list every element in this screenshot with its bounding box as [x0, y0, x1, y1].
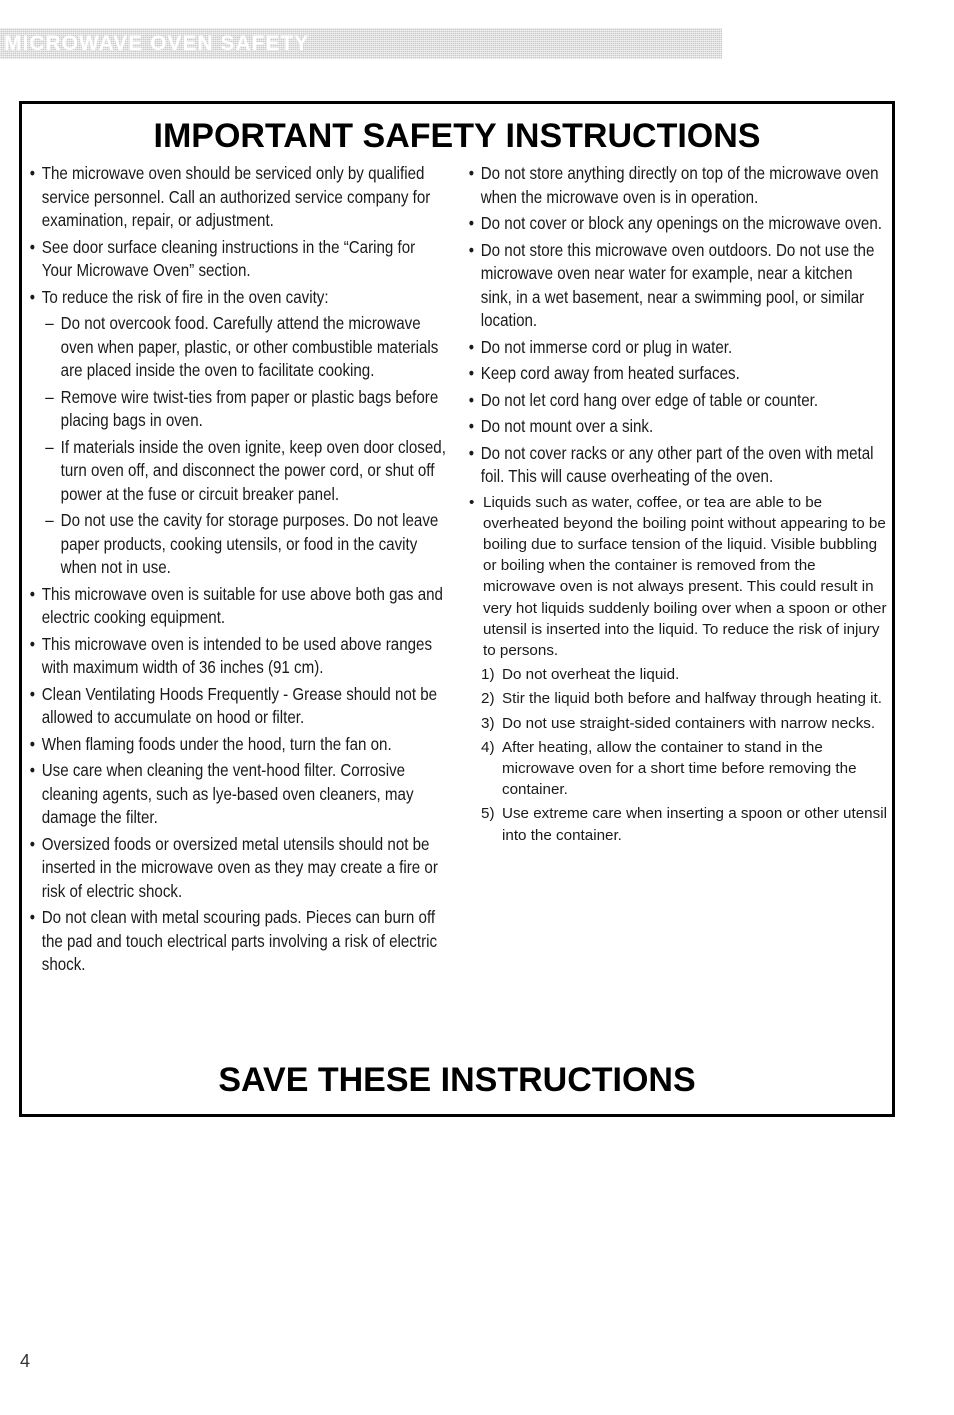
liquids-warning: • Liquids such as water, coffee, or tea are able to be overheated beyond the boiling point without appearing to be boiling due to surface tension of the liquid. Visible bubbling or boiling when the container is removed from the microwave oven is not always present. This could result in very hot liquids suddenly boiling over when a spoon or other utensil is inserted into the liquid. To reduce the risk of injury to persons.: [469, 493, 887, 659]
list-item: • Do not clean with metal scouring pads. Pieces can burn off the pad and touch electrical parts involving a risk of electric shock.: [29, 907, 438, 974]
page-title: IMPORTANT SAFETY INSTRUCTIONS: [153, 117, 761, 155]
list-item: • This microwave oven is suitable for use above both gas and electric cooking equipment.: [29, 583, 443, 627]
dash: –: [45, 510, 54, 530]
section-label: MICROWAVE OVEN SAFETY: [4, 32, 310, 55]
sub-item: – Do not use the cavity for storage purposes. Do not leave paper products, cooking utensils, or food in the cavity when not in use.: [45, 510, 439, 577]
bullet: •: [29, 733, 36, 754]
liquid-step: 2) Stir the liquid both before and halfway through heating it.: [481, 690, 882, 708]
dash: –: [45, 436, 54, 457]
bullet: •: [29, 633, 36, 654]
bullet: •: [468, 336, 475, 357]
bullet: •: [468, 363, 475, 383]
list-item: • Do not cover or block any openings on the microwave oven.: [467, 212, 886, 236]
sub-item: – Do not overcook food. Carefully attend the microwave oven when paper, plastic, or other combustible materials are placed inside the oven to facilitate cooking.: [45, 313, 439, 380]
bullet: •: [29, 833, 36, 854]
list-item: • Oversized foods or oversized metal utensils should not be inserted in the microwave oven as they may create a fire or risk of electric shock.: [29, 833, 438, 901]
page-number: 4: [20, 1351, 31, 1371]
right-column: [467, 162, 887, 849]
list-item: • The microwave oven should be serviced only by qualified service personnel. Call an authorized service company for examination, repair, or adjustment.: [29, 163, 431, 230]
list-item: • This microwave oven is intended to be used above ranges with maximum width of 36 inches (91 cm).: [29, 633, 433, 677]
left-column: [28, 162, 448, 980]
bullet: •: [468, 163, 475, 183]
bullet: •: [468, 213, 475, 233]
liquid-step: 4) After heating, allow the container to stand in the microwave oven for a short time before removing the container.: [481, 738, 857, 799]
safety-instructions-box: [19, 101, 895, 1117]
liquid-step: 3) Do not use straight-sided containers with narrow necks.: [481, 714, 876, 732]
list-item: • Do not store anything directly on top of the microwave oven when the microwave oven is in operation.: [468, 163, 879, 207]
list-item: • Do not mount over a sink.: [467, 415, 886, 439]
bullet: •: [29, 683, 36, 704]
bullet: •: [29, 286, 36, 307]
list-item: • Do not let cord hang over edge of table or counter.: [467, 389, 886, 413]
list-item: • Keep cord away from heated surfaces.: [467, 362, 886, 386]
footer-title: SAVE THESE INSTRUCTIONS: [218, 1061, 696, 1099]
dash: –: [45, 386, 54, 407]
sub-item: – If materials inside the oven ignite, keep oven door closed, turn oven off, and disconnect the power cord, or shut off power at the fuse or circuit breaker panel.: [45, 436, 446, 504]
list-item: • When flaming foods under the hood, turn the fan on.: [28, 733, 447, 757]
list-item: • Use care when cleaning the vent-hood filter. Corrosive cleaning agents, such as lye-based oven cleaners, may damage the filter.: [29, 760, 414, 827]
sub-item: – Remove wire twist-ties from paper or plastic bags before placing bags in oven.: [45, 386, 439, 430]
list-item: • Do not immerse cord or plug in water.: [467, 336, 886, 360]
bullet: •: [29, 163, 36, 183]
bullet: •: [468, 239, 475, 260]
bullet: •: [468, 389, 475, 410]
bullet: •: [29, 236, 36, 257]
dash: –: [45, 313, 54, 333]
list-item: • Do not cover racks or any other part of the oven with metal foil. This will cause overheating of the oven.: [468, 442, 874, 486]
list-item: • See door surface cleaning instructions in the “Caring for Your Microwave Oven” section.: [29, 236, 416, 280]
liquid-step: 1) Do not overheat the liquid.: [481, 666, 680, 684]
liquid-step: 5) Use extreme care when inserting a spoon or other utensil into the container.: [481, 805, 887, 844]
section-header-band: [0, 28, 722, 59]
list-item: • Clean Ventilating Hoods Frequently - Grease should not be allowed to accumulate on hood or filter.: [29, 683, 438, 727]
bullet: •: [29, 907, 36, 927]
list-item: • Do not store this microwave oven outdoors. Do not use the microwave oven near water for example, near a kitchen sink, in a wet basement, near a swimming pool, or similar location.: [468, 239, 875, 330]
bullet: •: [29, 583, 36, 604]
list-item: • To reduce the risk of fire in the oven cavity:: [28, 286, 447, 310]
bullet: •: [469, 493, 475, 511]
bullet: •: [468, 442, 475, 463]
bullet: •: [29, 760, 36, 780]
bullet: •: [468, 416, 475, 436]
